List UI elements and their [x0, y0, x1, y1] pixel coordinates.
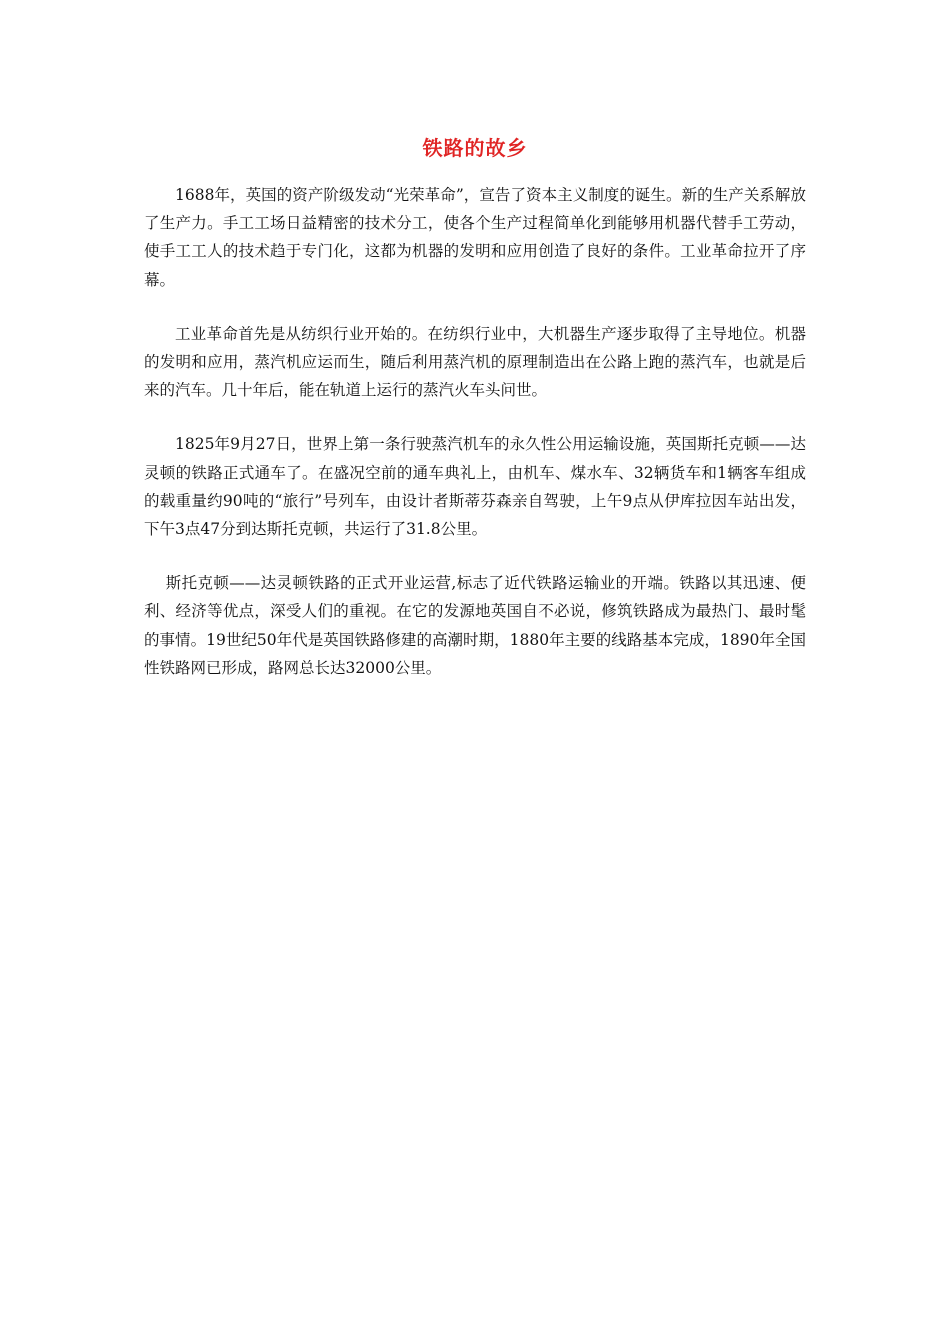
paragraph-1: 1688年，英国的资产阶级发动“光荣革命”，宣告了资本主义制度的诞生。新的生产关系解放了生产力。手工工场日益精密的技术分工，使各个生产过程简单化到能够用机器代替手工劳动，使手工工人的技术趋于专门化，这都为机器的发明和应用创造了良好的条件。工业革命拉开了序幕。	[144, 186, 806, 289]
paragraph-2: 工业革命首先是从纺织行业开始的。在纺织行业中，大机器生产逐步取得了主导地位。机器的发明和应用，蒸汽机应运而生，随后利用蒸汽机的原理制造出在公路上跑的蒸汽车，也就是后来的汽车。几十年后，能在轨道上运行的蒸汽火车头问世。	[144, 324, 806, 400]
document-title: 铁路的故乡	[422, 136, 528, 160]
document-body	[144, 181, 806, 708]
paragraph-4: 斯托克顿——达灵顿铁路的正式开业运营,标志了近代铁路运输业的开端。铁路以其迅速、便利、经济等优点，深受人们的重视。在它的发源地英国自不必说，修筑铁路成为最热门、最时髦的事情。19世纪50年代是英国铁路修建的高潮时期，1880年主要的线路基本完成，1890年全国性铁路网已形成，路网总长达32000公里。	[144, 574, 806, 677]
paragraph-3: 1825年9月27日，世界上第一条行驶蒸汽机车的永久性公用运输设施，英国斯托克顿——达灵顿的铁路正式通车了。在盛况空前的通车典礼上，由机车、煤水车、32辆货车和1辆客车组成的载重量约90吨的“旅行”号列车，由设计者斯蒂芬森亲自驾驶，上午9点从伊库拉因车站出发，下午3点47分到达斯托克顿，共运行了31.8公里。	[144, 435, 806, 539]
